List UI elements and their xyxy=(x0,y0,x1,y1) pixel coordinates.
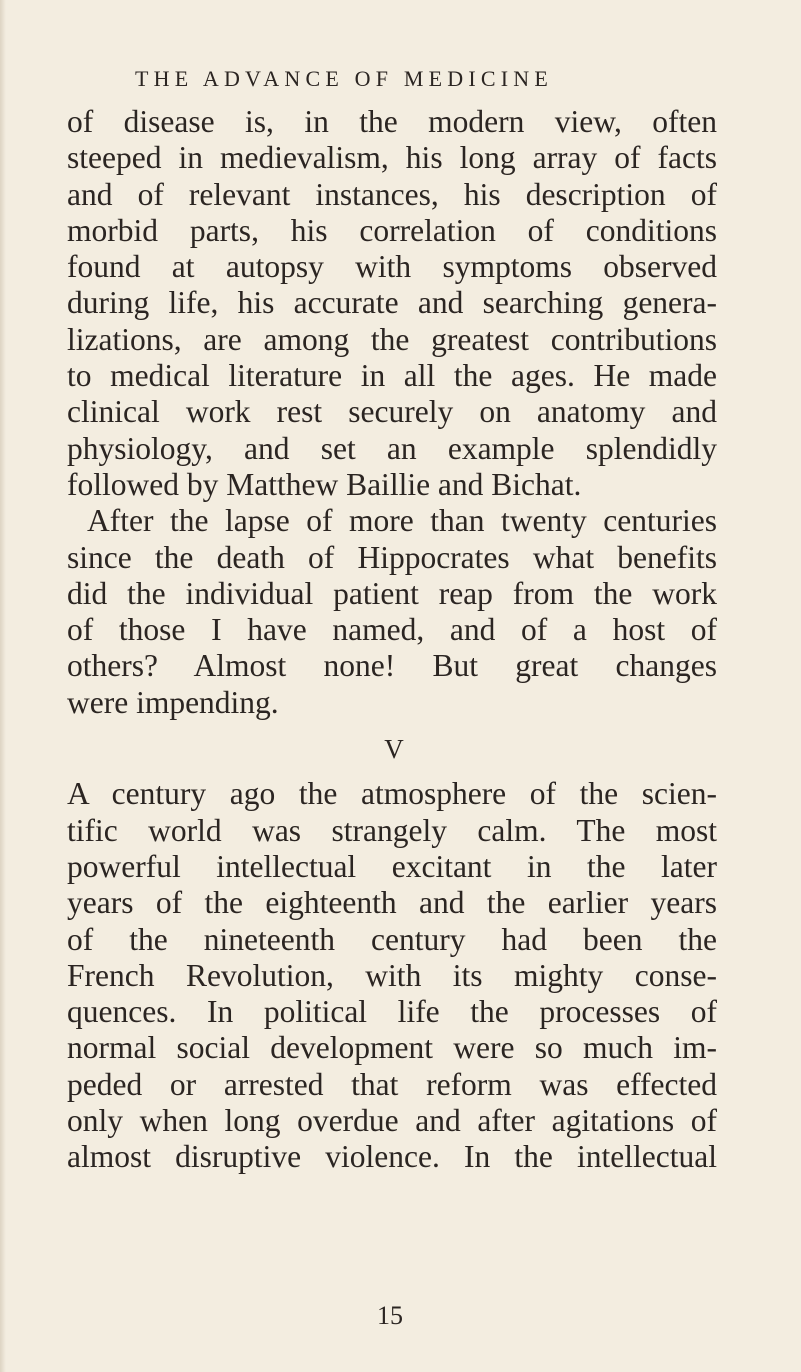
body-text xyxy=(67,104,717,1176)
text-line: physiology, and set an example splendidly xyxy=(67,430,717,466)
paragraph-2 xyxy=(67,503,717,721)
text-line: others? Almost none! But great changes xyxy=(67,648,717,684)
page-number: 15 xyxy=(377,1301,403,1330)
text-line: during life, his accurate and searching genera- xyxy=(67,285,717,321)
text-line: morbid parts, his correlation of conditions xyxy=(67,212,717,248)
text-line: clinical work rest securely on anatomy and xyxy=(67,394,717,430)
paragraph-3 xyxy=(67,776,717,1175)
text-line: since the death of Hippocrates what benefits xyxy=(67,539,717,575)
text-line: almost disruptive violence. In the intellectual xyxy=(67,1139,717,1175)
text-line: powerful intellectual excitant in the later xyxy=(67,848,717,884)
text-line: tific world was strangely calm. The most xyxy=(67,812,717,848)
text-line: quences. In political life the processes of xyxy=(67,994,717,1030)
text-line: of the nineteenth century had been the xyxy=(67,921,717,957)
text-line: After the lapse of more than twenty centuries xyxy=(87,503,717,539)
text-line: to medical literature in all the ages. He made xyxy=(67,358,717,394)
text-line: of disease is, in the modern view, often xyxy=(67,104,717,139)
text-line: found at autopsy with symptoms observed xyxy=(67,249,717,285)
text-line: were impending. xyxy=(67,684,279,720)
page-edge-shadow xyxy=(0,0,6,1372)
paragraph-1 xyxy=(67,104,717,503)
text-line: years of the eighteenth and the earlier years xyxy=(67,885,717,921)
text-line: and of relevant instances, his description of xyxy=(67,176,717,212)
text-line: French Revolution, with its mighty conse- xyxy=(67,957,717,993)
text-line: A century ago the atmosphere of the scien- xyxy=(67,776,717,812)
text-line: peded or arrested that reform was effected xyxy=(67,1066,717,1102)
text-line: steeped in medievalism, his long array of facts xyxy=(67,140,717,176)
text-line: normal social development were so much im- xyxy=(67,1030,717,1066)
text-line: of those I have named, and of a host of xyxy=(67,612,717,648)
text-line: only when long overdue and after agitations of xyxy=(67,1103,717,1139)
running-head: THE ADVANCE OF MEDICINE xyxy=(135,66,554,91)
section-number: V xyxy=(384,734,404,765)
text-line: followed by Matthew Baillie and Bichat. xyxy=(67,466,582,502)
text-line: lizations, are among the greatest contributions xyxy=(67,321,717,357)
text-line: did the individual patient reap from the work xyxy=(67,575,717,611)
